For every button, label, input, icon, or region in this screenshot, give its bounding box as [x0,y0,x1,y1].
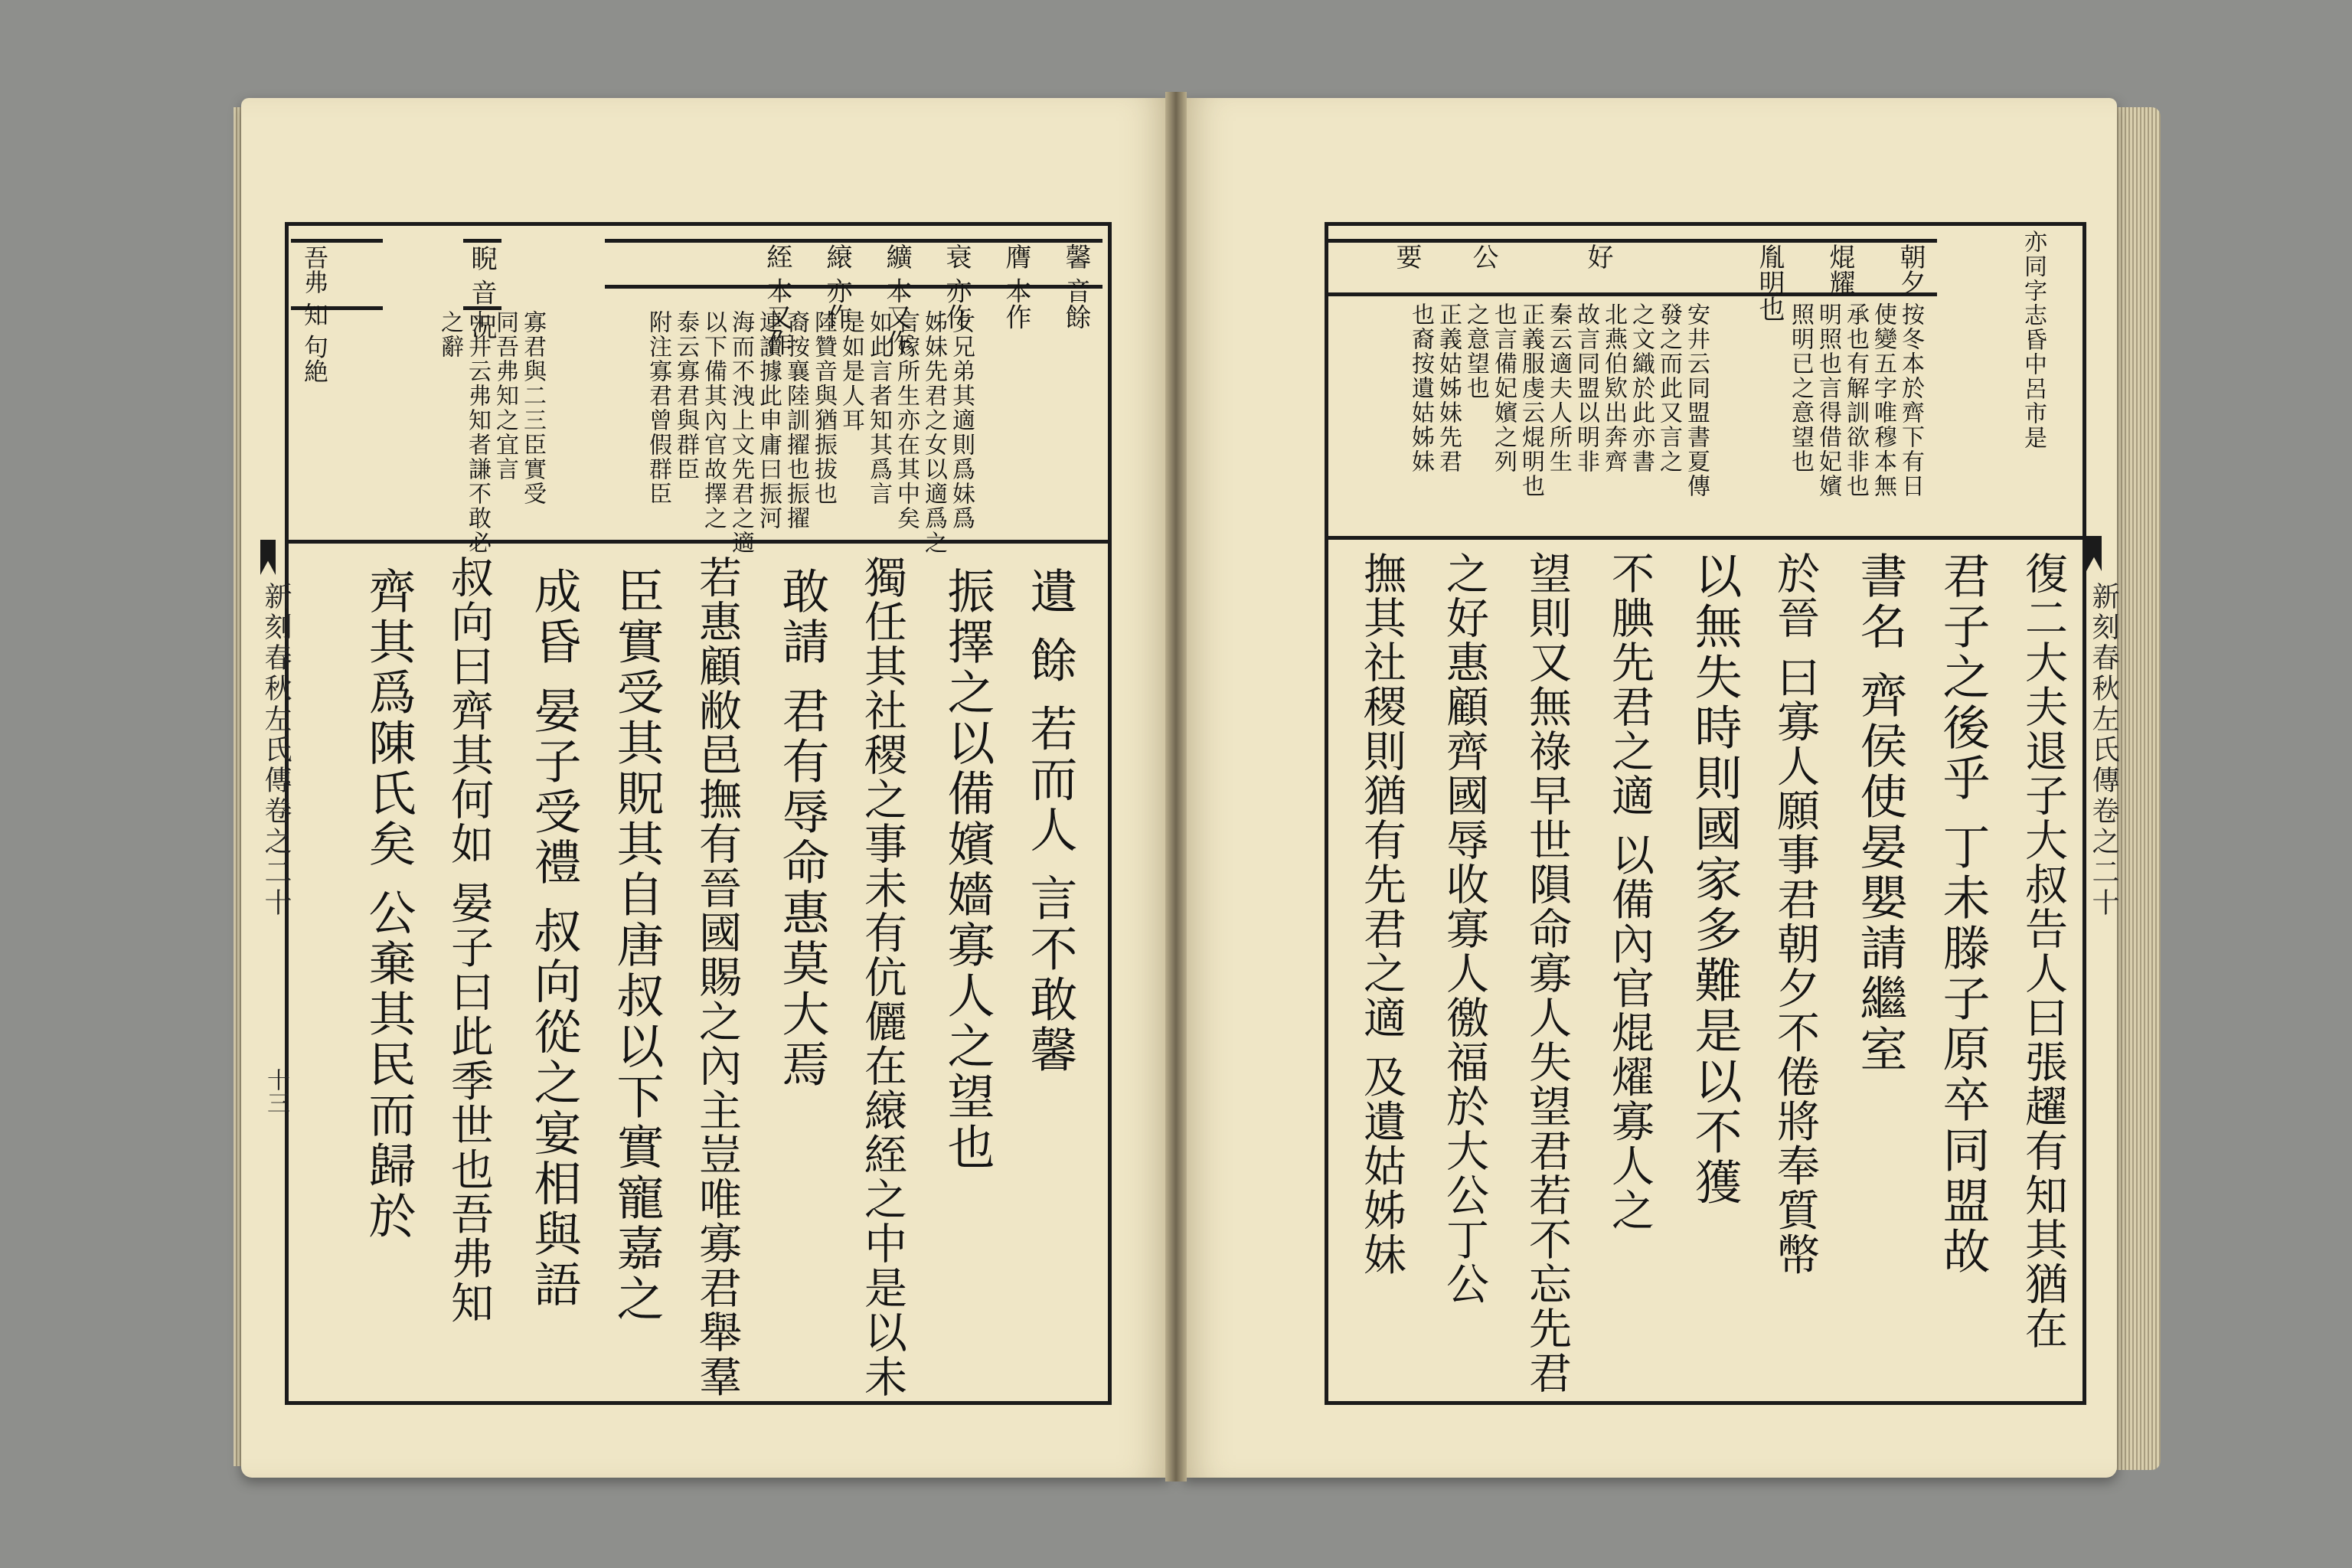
note-line: 連讀據此申庸曰振河 [755,310,782,531]
note-line: 海而不洩上文先君之適 [727,310,754,555]
note-line: 正義姑姊妹先君 [1435,302,1462,474]
note-line: 承也有解訓欲非也 [1842,302,1869,498]
note-line: 附注寡君曾假群臣 [645,310,671,506]
main-column: 復二大夫退子大叔告人曰張趯有知其猶在 [2018,551,2068,1351]
note-line: 以下備其內官故擇之 [700,310,727,531]
gloss-header: 公 [1468,243,1498,270]
note-line: 也裔按遺姑姊妹 [1407,302,1434,474]
note-line: 之文織於此亦書 [1628,302,1655,474]
note-line: 是如是人耳 [838,310,864,433]
note-line: 故言同盟以明非 [1573,302,1599,474]
folio-number: 十三 [263,1068,289,1114]
note-line: 按冬本於齊下有日 [1897,302,1924,498]
right-gloss-top-rule [1325,239,1937,243]
main-column: 振擇之以備嬪嬙寡人之望也 [939,567,995,1173]
main-column: 以無失時則國家多難是以不獲 [1687,551,1743,1208]
margin-book-title: 新刻春秋左氏傳卷之二十 [260,582,292,919]
left-notes-divider [285,540,1108,544]
note-line: 之辭 [436,310,463,359]
gloss-header: 纊 本又作 [881,243,912,356]
note-line: 亦同字志昏中呂市是 [2020,230,2047,450]
note-line: 泰云寡君與群臣 [672,310,699,482]
gloss-header: 要 [1391,243,1422,270]
gloss-header: 膺 本作 [1001,243,1031,330]
note-line: 女兄弟其適則爲妹爲 [948,310,975,531]
gloss-header: 縗 亦作 [822,243,852,330]
main-column: 若惠顧敝邑撫有晉國賜之內主豈唯寡君舉羣 [692,555,742,1399]
note-line: 使變五字唯穆本無 [1870,302,1896,498]
gloss-header: 焜耀 [1824,243,1855,296]
gloss-header: 馨 音餘 [1060,243,1091,330]
gloss-header: 絰 本又作 [762,243,792,356]
note-line: 北燕伯欵出奔齊 [1600,302,1627,474]
main-column: 撫其社稷則猶有先君之適 及遺姑姊妹 [1357,551,1406,1277]
main-column: 於晉 曰寡人願事君朝夕不倦將奉質幣 [1770,551,1820,1277]
main-column: 獨任其社稷之事未有伉儷在縗絰之中是以未 [858,555,907,1399]
main-column: 成昏 晏子受禮 叔向從之宴相與語 [526,567,582,1311]
gloss-header: 朝夕 [1895,243,1926,296]
note-line: 正義服虔云焜明也 [1517,302,1544,498]
note-line: 之意望也 [1462,302,1489,400]
left-gloss-top-rule [605,239,1102,243]
note-line: 中井云弗知者謙不敢必 [464,310,491,555]
main-column: 之好惠顧齊國辱收寡人徼福於大公丁公 [1439,551,1489,1306]
main-column: 臣實受其貺其自唐叔以下實寵嘉之 [609,567,665,1325]
note-line: 安井云同盟書夏傳 [1683,302,1710,498]
gloss-header: 胤明也 [1754,243,1785,322]
margin-book-title: 新刻春秋左氏傳卷之二十 [2088,582,2119,919]
left-box1-top [463,239,501,243]
note-line: 明照也言得借妃嬪 [1815,302,1841,498]
right-notes-divider [1325,536,2082,540]
note-line: 言嫁所生亦在其中矣 [893,310,920,531]
box-label: 睨 音 况 [466,245,497,340]
note-line: 姊妹先君之女以適爲之 [920,310,947,555]
note-line: 同吾弗知之宜言 [492,310,518,482]
box-label: 吾弗 知 句絶 [300,245,329,384]
main-column: 書名 齊侯使晏嬰請繼室 [1852,551,1908,1075]
gloss-header: 衰 亦作 [941,243,972,330]
main-column: 齊其爲陳氏矣 公棄其民而歸於 [361,567,416,1242]
left-box2-top [291,239,383,243]
note-line: 陸贊音與猶振拔也 [810,310,837,506]
main-column: 叔向曰齊其何如 晏子曰此季世也吾弗知 [444,555,494,1325]
note-line: 如此言者知其爲言 [865,310,892,506]
main-column: 敢請 君有辱命惠莫大焉 [774,567,830,1090]
main-column: 不腆先君之適 以備內官焜燿寡人之 [1605,551,1655,1233]
main-column: 君子之後乎 丁未滕子原卒同盟故 [1935,551,1991,1277]
gloss-header: 好 [1583,243,1613,270]
note-line: 發之而此又言之 [1655,302,1682,474]
note-line: 寡君與二三臣實受 [519,310,546,506]
main-column: 望則又無祿早世隕命寡人失望君若不忘先君 [1522,551,1572,1395]
note-line: 照明已之意望也 [1787,302,1814,474]
main-column: 遺 餘 若而人 言不敢馨 [1022,567,1078,1076]
note-line: 裔按襄陸訓擢也振擢 [782,310,809,531]
note-line: 秦云適夫人所生 [1545,302,1572,474]
book-gutter [1165,92,1187,1481]
note-line: 也言備妃嬪之列 [1490,302,1517,474]
